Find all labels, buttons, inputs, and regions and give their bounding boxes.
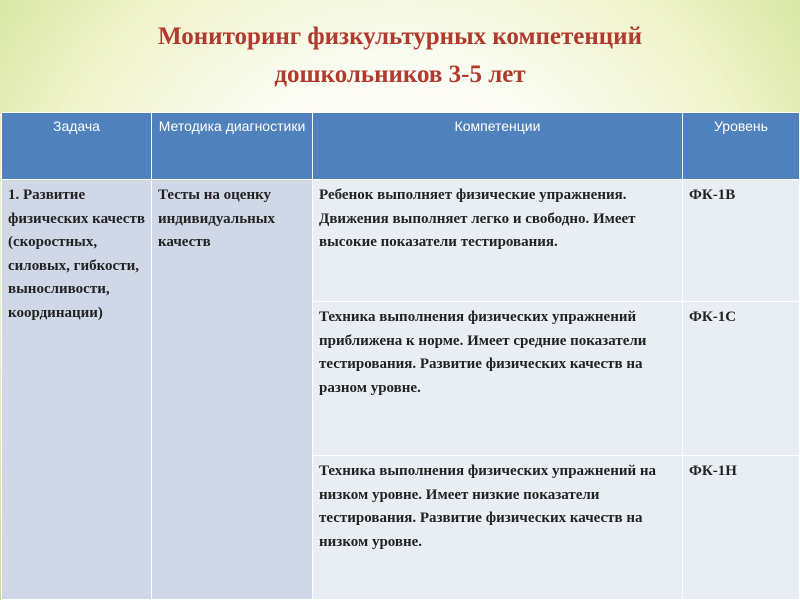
header-level: Уровень [683, 113, 800, 180]
header-competence: Компетенции [313, 113, 683, 180]
competence-cell: Ребенок выполняет физические упражнения. Движения выполняет легко и свободно. Имеет высокие показатели тестирования. [313, 180, 683, 302]
competence-cell: Техника выполнения физических упражнений на низком уровне. Имеет низкие показатели тестирования. Развитие физических качеств на низком уровне. [313, 456, 683, 600]
header-method: Методика диагностики [152, 113, 313, 180]
header-task: Задача [2, 113, 152, 180]
task-cell: 1. Развитие физических качеств (скоростных, силовых, гибкости, выносливости, координации) [2, 180, 152, 600]
level-cell: ФК-1С [683, 302, 800, 456]
slide-title-line-2: дошкольников 3-5 лет [274, 61, 526, 88]
slide-title-line-1: Мониторинг физкультурных компетенций [158, 23, 642, 50]
slide-title [0, 18, 800, 94]
table-header-row [2, 113, 800, 180]
level-cell: ФК-1В [683, 180, 800, 302]
competence-cell: Техника выполнения физических упражнений приближена к норме. Имеет средние показатели тестирования. Развитие физических качеств на разном уровне. [313, 302, 683, 456]
table-row [2, 180, 800, 302]
competence-table [1, 112, 800, 600]
method-cell: Тесты на оценку индивидуальных качеств [152, 180, 313, 600]
level-cell: ФК-1Н [683, 456, 800, 600]
